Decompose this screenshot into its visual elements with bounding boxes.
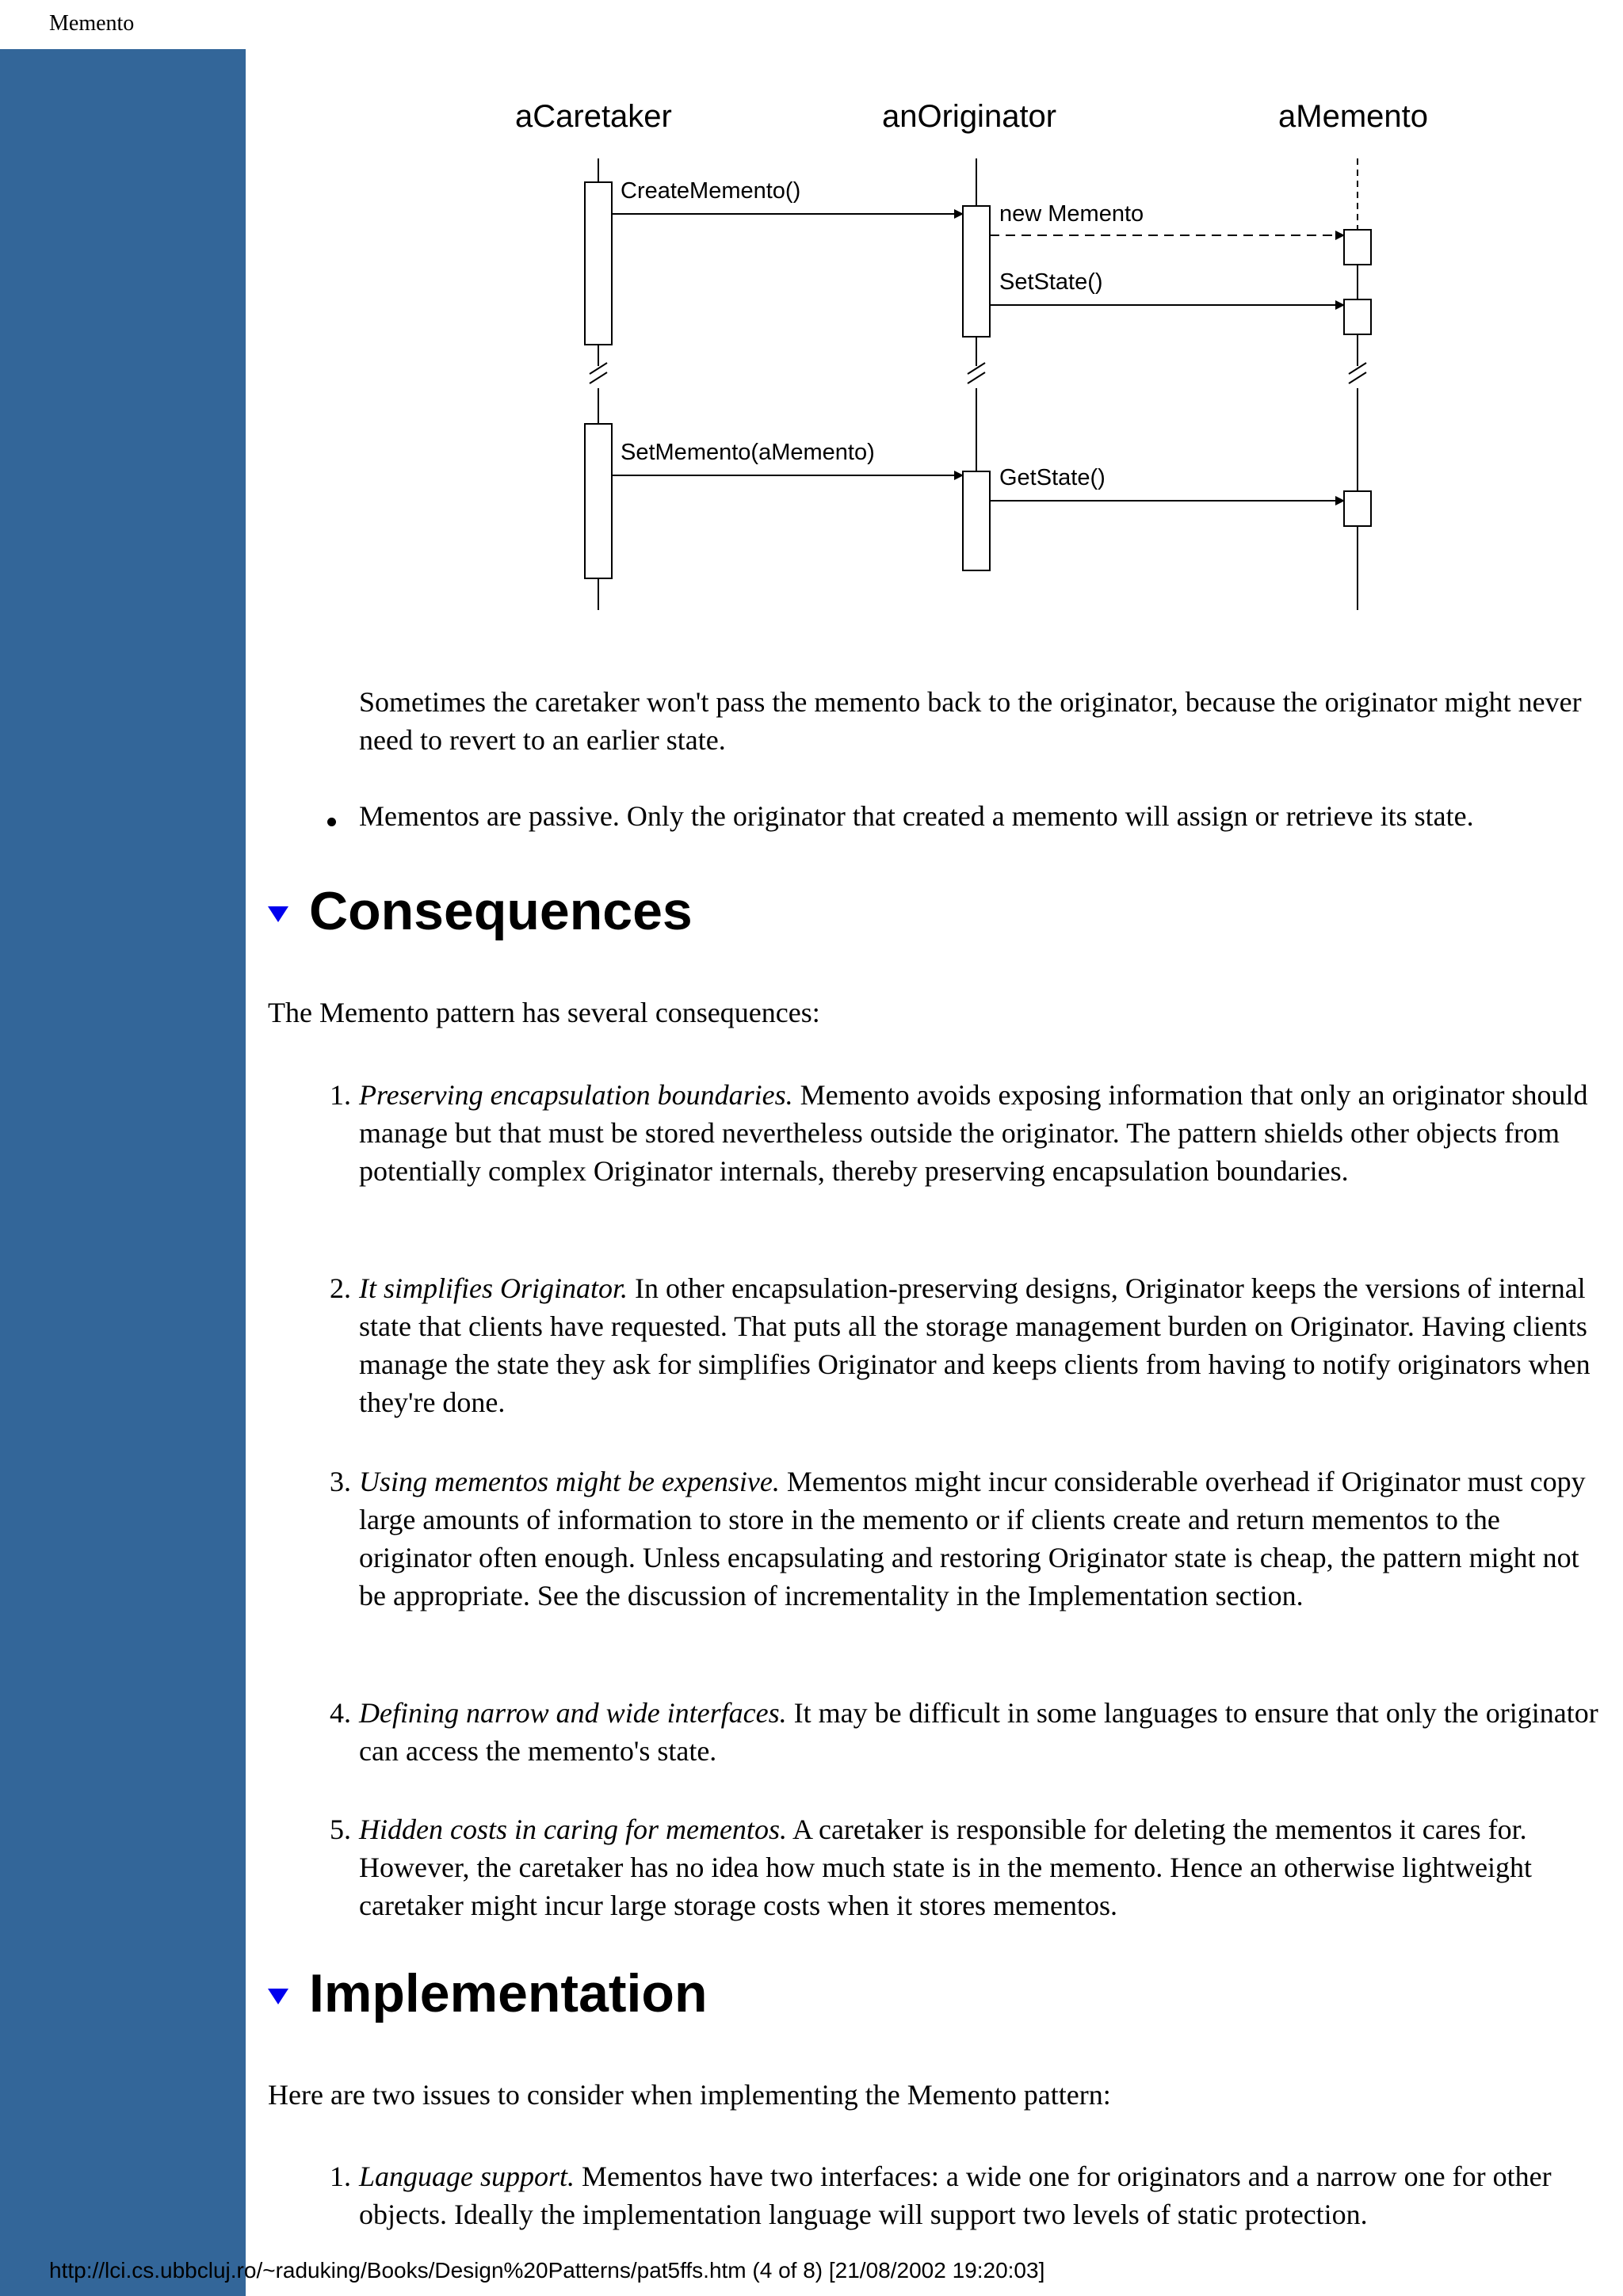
page-header-title: Memento xyxy=(49,11,135,36)
list-number: 1. xyxy=(330,1079,351,1111)
set-memento-label: SetMemento(aMemento) xyxy=(621,440,875,465)
sidebar-band xyxy=(0,49,246,2296)
caretaker-lifeline xyxy=(585,158,612,610)
memento-lifeline xyxy=(1344,158,1371,610)
consequence-term: Using mementos might be expensive. xyxy=(359,1466,780,1497)
consequence-item-1 xyxy=(330,1076,1611,1190)
implementation-term: Language support. xyxy=(359,2161,575,2192)
consequence-term: Preserving encapsulation boundaries. xyxy=(359,1079,793,1111)
list-number: 4. xyxy=(330,1697,351,1729)
list-number: 5. xyxy=(330,1814,351,1845)
footer-url[interactable]: http://lci.cs.ubbcluj.ro/~raduking/Books/Design%20Patterns/pat5ffs.htm (4 of 8) [21/08/2002 19:20:03] xyxy=(49,2258,1045,2283)
create-memento-label: CreateMemento() xyxy=(621,178,801,204)
consequence-term: Hidden costs in caring for mementos. xyxy=(359,1814,787,1845)
consequence-item-2 xyxy=(330,1269,1611,1421)
consequence-item-4 xyxy=(330,1694,1611,1770)
implementation-title: Implementation xyxy=(309,1963,708,2023)
bullet-marker xyxy=(327,818,336,826)
implementation-item-1 xyxy=(330,2157,1611,2233)
object-memento-label: aMemento xyxy=(1278,99,1428,134)
sequence-diagram xyxy=(491,87,1442,626)
originator-lifeline xyxy=(963,158,990,570)
consequence-text: In other encapsulation-preserving designs, Originator keeps the versions of internal state that clients have requested. That puts all the storage management burden on Originator. Having clients manage the state they ask for simplifies Originator and keeps clients from having to notify originators when they're done. xyxy=(359,1272,1591,1418)
consequence-text: A caretaker is responsible for deleting the mementos it cares for. However, the caretaker has no idea how much state is in the memento. Hence an otherwise lightweight caretaker might incur large storage costs when it stores mementos. xyxy=(359,1814,1533,1921)
new-memento-label: new Memento xyxy=(999,201,1144,227)
consequences-title: Consequences xyxy=(309,881,693,941)
get-state-label: GetState() xyxy=(999,465,1106,490)
set-state-label: SetState() xyxy=(999,269,1103,295)
implementation-intro: Here are two issues to consider when implementing the Memento pattern: xyxy=(268,2079,1111,2111)
consequence-item-5 xyxy=(330,1810,1611,1924)
consequence-term: Defining narrow and wide interfaces. xyxy=(359,1697,787,1729)
section-arrow-icon[interactable] xyxy=(268,1989,288,2004)
consequence-text: It may be difficult in some languages to ensure that only the originator can access the memento's state. xyxy=(359,1697,1598,1767)
object-caretaker-label: aCaretaker xyxy=(515,99,672,134)
consequence-text: Memento avoids exposing information that only an originator should manage but that must be stored nevertheless outside the originator. The pattern shields other objects from potentially complex Originator internals, thereby preserving encapsulation boundaries. xyxy=(359,1079,1588,1187)
passive-bullet-item: Mementos are passive. Only the originator that created a memento will assign or retrieve its state. xyxy=(359,800,1474,832)
section-arrow-icon[interactable] xyxy=(268,906,288,922)
list-number: 3. xyxy=(330,1466,351,1497)
implementation-text: Mementos have two interfaces: a wide one for originators and a narrow one for other objects. Ideally the implementation language will support two levels of static protection. xyxy=(359,2161,1552,2230)
intro-paragraph: Sometimes the caretaker won't pass the memento back to the originator, because the originator might never need to revert to an earlier state. xyxy=(359,686,1582,756)
consequence-text: Mementos might incur considerable overhead if Originator must copy large amounts of information to store in the memento or if clients create and return mementos to the originator often enough. Unless encapsulating and restoring Originator state is cheap, the pattern might not be appropriate. See the discussion of incrementality in the Implementation section. xyxy=(359,1466,1586,1611)
object-originator-label: anOriginator xyxy=(882,99,1057,134)
list-number: 2. xyxy=(330,1272,351,1304)
list-number: 1. xyxy=(330,2161,351,2192)
consequence-term: It simplifies Originator. xyxy=(359,1272,628,1304)
consequences-intro: The Memento pattern has several consequences: xyxy=(268,997,820,1028)
consequence-item-3 xyxy=(330,1463,1611,1615)
